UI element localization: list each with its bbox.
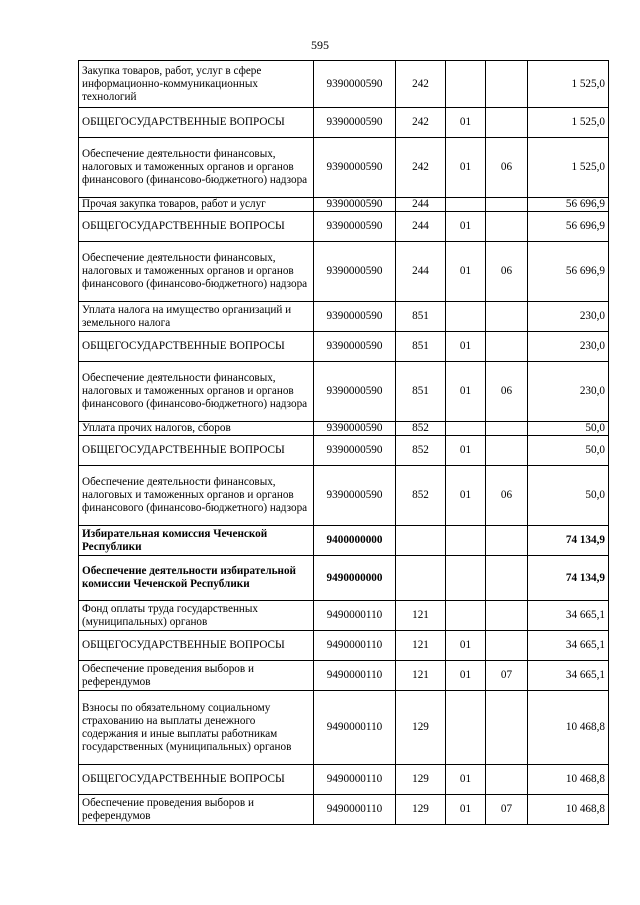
table-row bbox=[79, 631, 609, 661]
row-code-cell: 9490000000 bbox=[314, 556, 396, 601]
row-sum-cell: 10 468,8 bbox=[528, 795, 609, 825]
row-sum-cell: 74 134,9 bbox=[528, 556, 609, 601]
table-row bbox=[79, 661, 609, 691]
row-name-cell: Взносы по обязательному социальному страхованию на выплаты денежного содержания и иные выплаты работникам государственных (муниципальных) органов bbox=[79, 691, 314, 765]
row-expense-type-cell: 129 bbox=[396, 691, 446, 765]
table-row bbox=[79, 108, 609, 138]
row-code-cell: 9390000590 bbox=[314, 466, 396, 526]
table-row bbox=[79, 691, 609, 765]
table-row bbox=[79, 422, 609, 436]
row-expense-type-cell: 851 bbox=[396, 302, 446, 332]
row-subsection-cell: 06 bbox=[486, 466, 528, 526]
row-sum-cell: 34 665,1 bbox=[528, 631, 609, 661]
row-code-cell: 9490000110 bbox=[314, 795, 396, 825]
row-name-cell: Обеспечение деятельности избирательной комиссии Чеченской Республики bbox=[79, 556, 314, 601]
row-subsection-cell bbox=[486, 631, 528, 661]
row-section-cell bbox=[446, 556, 486, 601]
table-row bbox=[79, 332, 609, 362]
row-expense-type-cell: 852 bbox=[396, 422, 446, 436]
row-expense-type-cell: 242 bbox=[396, 61, 446, 108]
budget-table bbox=[78, 60, 609, 825]
row-name-cell: ОБЩЕГОСУДАРСТВЕННЫЕ ВОПРОСЫ bbox=[79, 332, 314, 362]
row-section-cell: 01 bbox=[446, 138, 486, 198]
row-expense-type-cell: 244 bbox=[396, 198, 446, 212]
row-name-cell: Обеспечение проведения выборов и референдумов bbox=[79, 661, 314, 691]
row-name-cell: Уплата налога на имущество организаций и земельного налога bbox=[79, 302, 314, 332]
row-code-cell: 9390000590 bbox=[314, 61, 396, 108]
row-subsection-cell bbox=[486, 765, 528, 795]
row-code-cell: 9390000590 bbox=[314, 302, 396, 332]
row-subsection-cell: 07 bbox=[486, 661, 528, 691]
row-section-cell bbox=[446, 198, 486, 212]
row-section-cell: 01 bbox=[446, 242, 486, 302]
row-code-cell: 9390000590 bbox=[314, 422, 396, 436]
row-section-cell bbox=[446, 526, 486, 556]
row-section-cell: 01 bbox=[446, 661, 486, 691]
row-sum-cell: 50,0 bbox=[528, 422, 609, 436]
row-name-cell: ОБЩЕГОСУДАРСТВЕННЫЕ ВОПРОСЫ bbox=[79, 436, 314, 466]
row-name-cell: Закупка товаров, работ, услуг в сфере информационно-коммуникационных технологий bbox=[79, 61, 314, 108]
row-expense-type-cell: 121 bbox=[396, 601, 446, 631]
row-expense-type-cell bbox=[396, 556, 446, 601]
row-subsection-cell bbox=[486, 436, 528, 466]
row-name-cell: Прочая закупка товаров, работ и услуг bbox=[79, 198, 314, 212]
row-section-cell: 01 bbox=[446, 332, 486, 362]
row-name-cell: Обеспечение деятельности финансовых, налоговых и таможенных органов и органов финансового (финансово-бюджетного) надзора bbox=[79, 138, 314, 198]
row-name-cell: Обеспечение деятельности финансовых, налоговых и таможенных органов и органов финансового (финансово-бюджетного) надзора bbox=[79, 362, 314, 422]
row-sum-cell: 10 468,8 bbox=[528, 765, 609, 795]
row-sum-cell: 1 525,0 bbox=[528, 138, 609, 198]
row-section-cell bbox=[446, 601, 486, 631]
row-code-cell: 9490000110 bbox=[314, 765, 396, 795]
row-code-cell: 9400000000 bbox=[314, 526, 396, 556]
row-name-cell: Фонд оплаты труда государственных (муниципальных) органов bbox=[79, 601, 314, 631]
row-subsection-cell: 06 bbox=[486, 242, 528, 302]
table-row bbox=[79, 242, 609, 302]
row-section-cell: 01 bbox=[446, 108, 486, 138]
row-subsection-cell bbox=[486, 601, 528, 631]
row-subsection-cell bbox=[486, 302, 528, 332]
table-row bbox=[79, 302, 609, 332]
row-name-cell: ОБЩЕГОСУДАРСТВЕННЫЕ ВОПРОСЫ bbox=[79, 108, 314, 138]
row-expense-type-cell: 244 bbox=[396, 212, 446, 242]
row-subsection-cell bbox=[486, 198, 528, 212]
row-code-cell: 9490000110 bbox=[314, 661, 396, 691]
table-row bbox=[79, 765, 609, 795]
row-section-cell: 01 bbox=[446, 631, 486, 661]
row-sum-cell: 56 696,9 bbox=[528, 242, 609, 302]
row-section-cell bbox=[446, 422, 486, 436]
row-expense-type-cell: 121 bbox=[396, 661, 446, 691]
table-row bbox=[79, 436, 609, 466]
row-code-cell: 9390000590 bbox=[314, 332, 396, 362]
row-code-cell: 9390000590 bbox=[314, 362, 396, 422]
row-code-cell: 9490000110 bbox=[314, 601, 396, 631]
row-name-cell: Обеспечение деятельности финансовых, налоговых и таможенных органов и органов финансового (финансово-бюджетного) надзора bbox=[79, 466, 314, 526]
row-code-cell: 9390000590 bbox=[314, 212, 396, 242]
row-name-cell: ОБЩЕГОСУДАРСТВЕННЫЕ ВОПРОСЫ bbox=[79, 631, 314, 661]
row-code-cell: 9490000110 bbox=[314, 631, 396, 661]
row-code-cell: 9390000590 bbox=[314, 436, 396, 466]
row-expense-type-cell bbox=[396, 526, 446, 556]
row-section-cell: 01 bbox=[446, 765, 486, 795]
table-row bbox=[79, 198, 609, 212]
row-subsection-cell bbox=[486, 422, 528, 436]
row-sum-cell: 50,0 bbox=[528, 436, 609, 466]
table-row bbox=[79, 601, 609, 631]
row-code-cell: 9390000590 bbox=[314, 138, 396, 198]
row-code-cell: 9390000590 bbox=[314, 242, 396, 302]
row-expense-type-cell: 851 bbox=[396, 362, 446, 422]
row-code-cell: 9390000590 bbox=[314, 108, 396, 138]
row-section-cell bbox=[446, 691, 486, 765]
row-code-cell: 9390000590 bbox=[314, 198, 396, 212]
row-expense-type-cell: 129 bbox=[396, 795, 446, 825]
row-sum-cell: 34 665,1 bbox=[528, 661, 609, 691]
row-expense-type-cell: 129 bbox=[396, 765, 446, 795]
row-name-cell: Уплата прочих налогов, сборов bbox=[79, 422, 314, 436]
row-section-cell: 01 bbox=[446, 436, 486, 466]
row-name-cell: Обеспечение деятельности финансовых, налоговых и таможенных органов и органов финансового (финансово-бюджетного) надзора bbox=[79, 242, 314, 302]
row-name-cell: Избирательная комиссия Чеченской Республики bbox=[79, 526, 314, 556]
table-row bbox=[79, 795, 609, 825]
row-sum-cell: 56 696,9 bbox=[528, 212, 609, 242]
row-section-cell: 01 bbox=[446, 795, 486, 825]
row-section-cell bbox=[446, 302, 486, 332]
row-expense-type-cell: 852 bbox=[396, 466, 446, 526]
row-sum-cell: 10 468,8 bbox=[528, 691, 609, 765]
table-row bbox=[79, 466, 609, 526]
row-expense-type-cell: 242 bbox=[396, 138, 446, 198]
row-name-cell: ОБЩЕГОСУДАРСТВЕННЫЕ ВОПРОСЫ bbox=[79, 765, 314, 795]
table-row bbox=[79, 61, 609, 108]
row-section-cell: 01 bbox=[446, 362, 486, 422]
row-code-cell: 9490000110 bbox=[314, 691, 396, 765]
table-row bbox=[79, 556, 609, 601]
row-subsection-cell: 06 bbox=[486, 138, 528, 198]
row-section-cell: 01 bbox=[446, 212, 486, 242]
row-sum-cell: 50,0 bbox=[528, 466, 609, 526]
row-sum-cell: 1 525,0 bbox=[528, 61, 609, 108]
row-subsection-cell bbox=[486, 526, 528, 556]
row-subsection-cell bbox=[486, 556, 528, 601]
row-subsection-cell: 06 bbox=[486, 362, 528, 422]
table-row bbox=[79, 526, 609, 556]
row-name-cell: ОБЩЕГОСУДАРСТВЕННЫЕ ВОПРОСЫ bbox=[79, 212, 314, 242]
row-name-cell: Обеспечение проведения выборов и референдумов bbox=[79, 795, 314, 825]
table-row bbox=[79, 138, 609, 198]
row-section-cell: 01 bbox=[446, 466, 486, 526]
row-subsection-cell bbox=[486, 691, 528, 765]
row-subsection-cell: 07 bbox=[486, 795, 528, 825]
row-sum-cell: 34 665,1 bbox=[528, 601, 609, 631]
table-row bbox=[79, 362, 609, 422]
row-subsection-cell bbox=[486, 108, 528, 138]
row-expense-type-cell: 242 bbox=[396, 108, 446, 138]
row-subsection-cell bbox=[486, 332, 528, 362]
row-expense-type-cell: 852 bbox=[396, 436, 446, 466]
row-expense-type-cell: 244 bbox=[396, 242, 446, 302]
row-sum-cell: 230,0 bbox=[528, 332, 609, 362]
row-sum-cell: 230,0 bbox=[528, 302, 609, 332]
row-sum-cell: 1 525,0 bbox=[528, 108, 609, 138]
row-expense-type-cell: 121 bbox=[396, 631, 446, 661]
row-section-cell bbox=[446, 61, 486, 108]
budget-table-body bbox=[79, 61, 609, 825]
row-expense-type-cell: 851 bbox=[396, 332, 446, 362]
row-subsection-cell bbox=[486, 212, 528, 242]
row-sum-cell: 56 696,9 bbox=[528, 198, 609, 212]
row-sum-cell: 230,0 bbox=[528, 362, 609, 422]
row-sum-cell: 74 134,9 bbox=[528, 526, 609, 556]
row-subsection-cell bbox=[486, 61, 528, 108]
table-row bbox=[79, 212, 609, 242]
page-number: 595 bbox=[311, 38, 329, 52]
